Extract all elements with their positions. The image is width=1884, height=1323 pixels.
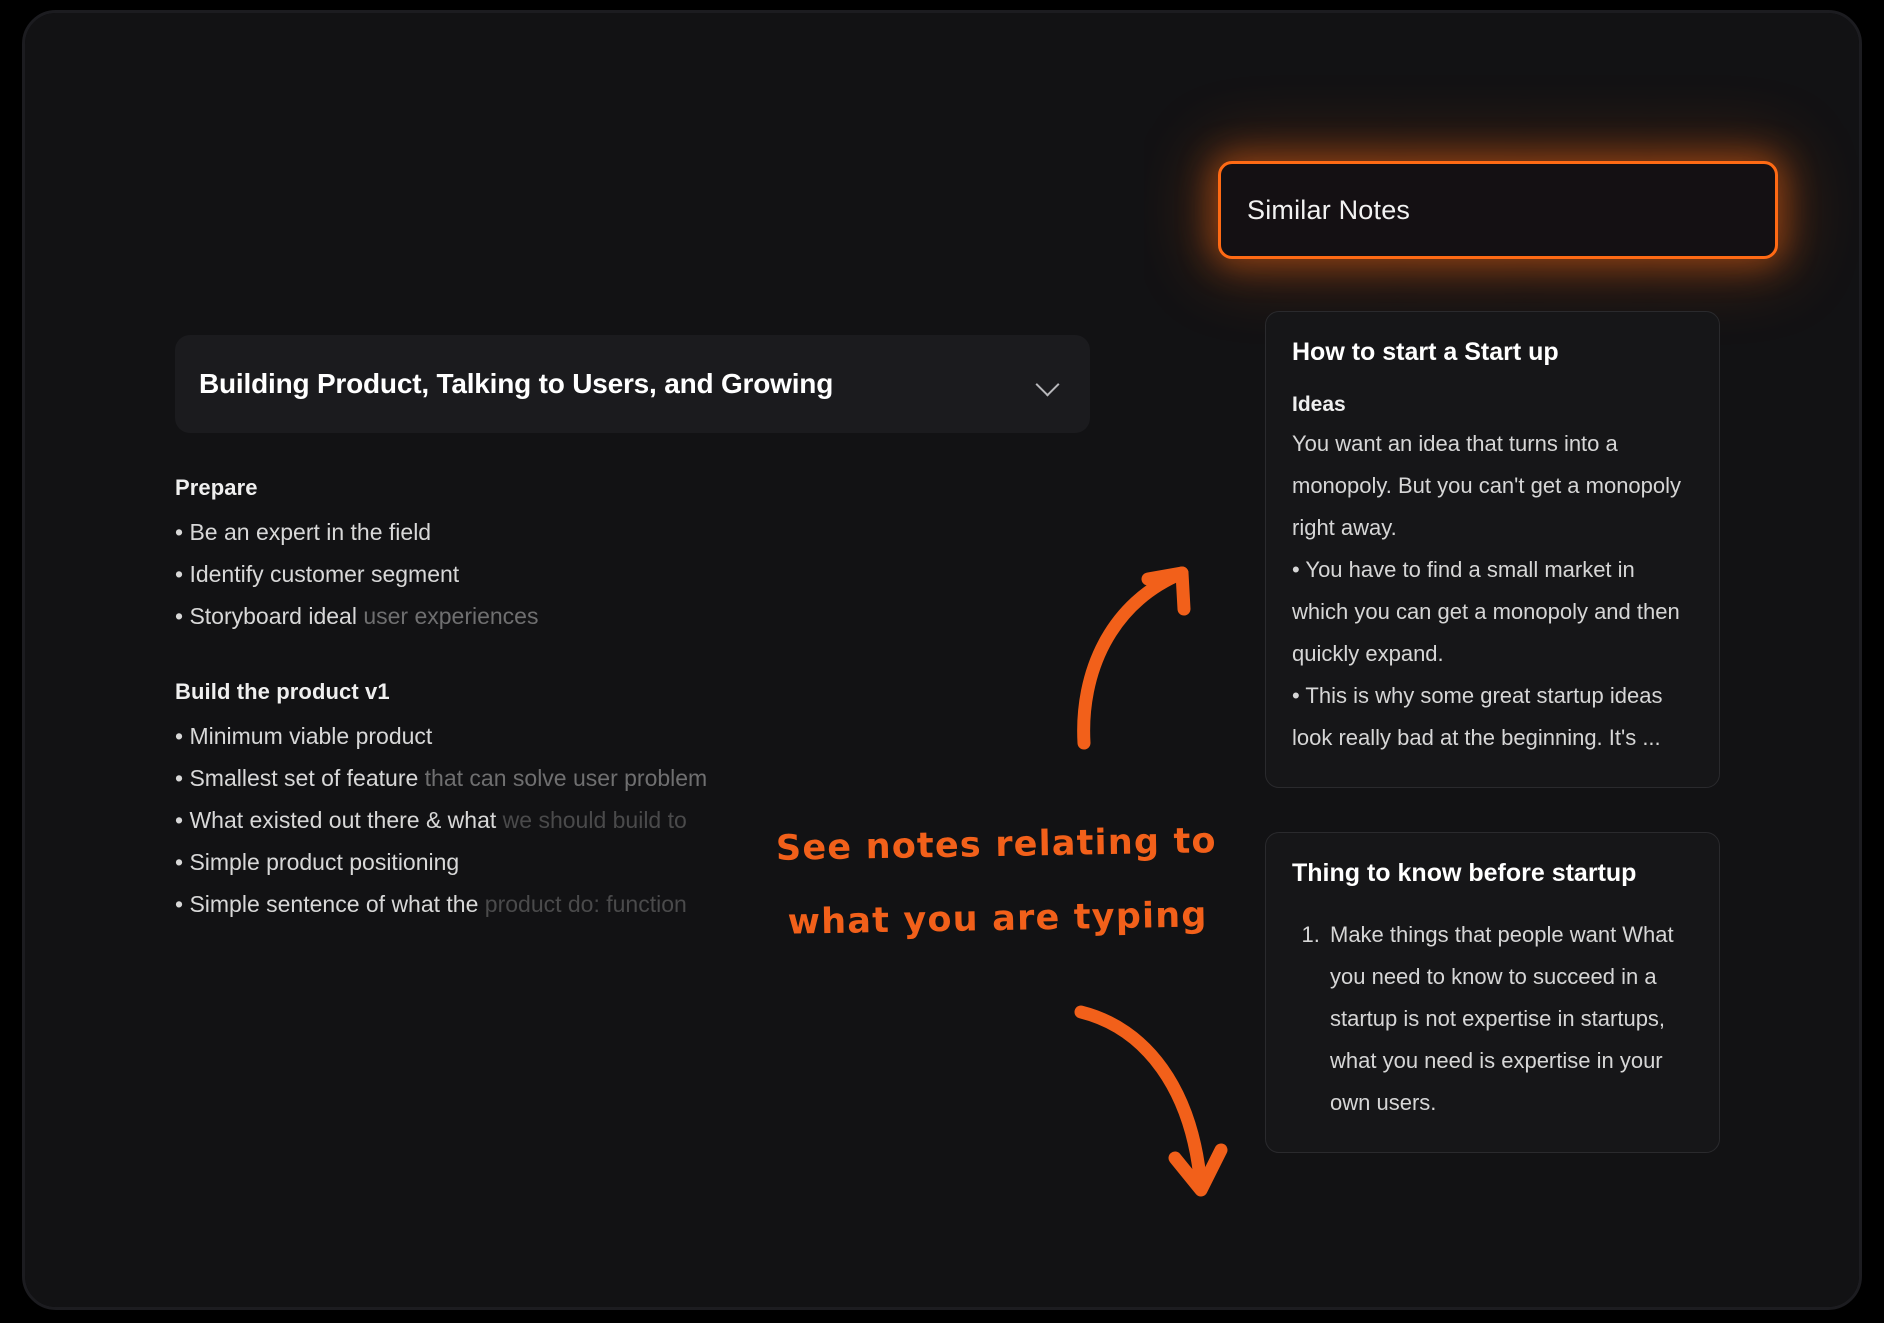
device-frame	[22, 10, 1862, 1310]
note-bullet: • Simple product positioning	[175, 849, 460, 875]
note-section	[175, 475, 1090, 637]
card-title: How to start a Start up	[1292, 338, 1559, 366]
note-bullet: • Simple sentence of what the product do: function	[175, 891, 687, 917]
card-bullet: • You have to find a small market in which you can get a monopoly and then quickly expand.	[1292, 557, 1680, 666]
similar-notes-panel-header[interactable]	[1218, 161, 1778, 259]
note-spacer	[175, 637, 1090, 679]
note-title-bar[interactable]	[175, 335, 1090, 433]
annotation-text	[746, 804, 1249, 961]
note-bullet: • Minimum viable product	[175, 723, 433, 749]
card-title: Thing to know before startup	[1292, 859, 1637, 887]
similar-note-card[interactable]	[1265, 832, 1720, 1153]
similar-notes-label: Similar Notes	[1247, 194, 1411, 225]
card-ordered-list	[1292, 914, 1693, 1124]
app-window	[25, 13, 1859, 1307]
annotation-arrow-down-icon	[1065, 998, 1235, 1228]
card-paragraph: You want an idea that turns into a monopoly. But you can't get a monopoly right away.	[1292, 431, 1682, 540]
note-section-heading: Build the product v1	[175, 679, 390, 704]
note-bullet: • Smallest set of feature that can solve user problem	[175, 765, 708, 791]
note-bullet: • Identify customer segment	[175, 561, 460, 587]
similar-note-card[interactable]	[1265, 311, 1720, 788]
card-subheading: Ideas	[1292, 393, 1346, 416]
note-title: Building Product, Talking to Users, and Growing	[199, 368, 834, 399]
similar-notes-list	[1265, 311, 1720, 1197]
annotation-line-1: See notes relating to	[775, 821, 1218, 869]
note-bullet: • What existed out there & what we should build to	[175, 807, 687, 833]
note-bullet: • Storyboard ideal user experiences	[175, 603, 539, 629]
card-bullet: • This is why some great startup ideas look really bad at the beginning. It's ...	[1292, 683, 1663, 750]
list-item: 1. Make things that people want What you need to know to succeed in a startup is not expertise in startups, what you need is expertise in your own users.	[1326, 914, 1693, 1124]
chevron-down-icon[interactable]	[1036, 371, 1062, 397]
annotation-arrow-up-icon	[1070, 543, 1210, 753]
annotation-line-2: what you are typing	[787, 895, 1208, 943]
note-section-heading: Prepare	[175, 475, 258, 500]
note-bullet: • Be an expert in the field	[175, 519, 432, 545]
